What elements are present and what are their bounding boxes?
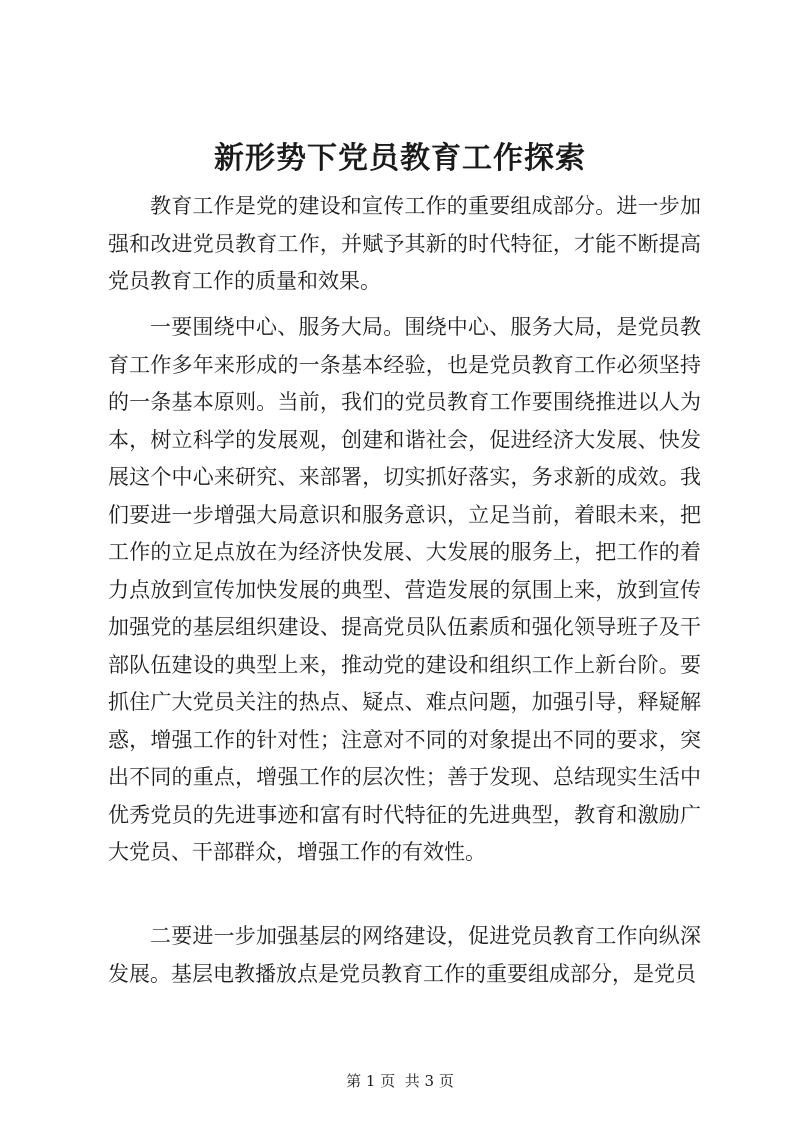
paragraph-text: 教育工作是党的建设和宣传工作的重要组成部分。进一步加强和改进党员教育工作，并赋予其新的时代特征，才能不断提高党员教育工作的质量和效果。 (108, 194, 701, 293)
paragraph-text: 二要进一步加强基层的网络建设，促进党员教育工作向纵深发展。基层电教播放点是党员教育工作的重要组成部分，是党员 (108, 924, 701, 986)
paragraph-point-one (108, 309, 701, 872)
page-footer (0, 1071, 800, 1091)
paragraph-text: 一要围绕中心、服务大局。围绕中心、服务大局，是党员教育工作多年来形成的一条基本经验，也是党员教育工作必须坚持的一条基本原则。当前，我们的党员教育工作要围绕推进以人为本，树立科学的发展观，创建和谐社会，促进经济大发展、快发展这个中心来研究、来部署，切实抓好落实，务求新的成效。我们要进一步增强大局意识和服务意识，立足当前，着眼未来，把工作的立足点放在为经济快发展、大发展的服务上，把工作的着力点放到宣传加快发展的典型、营造发展的氛围上来，放到宣传加强党的基层组织建设、提高党员队伍素质和强化领导班子及干部队伍建设的典型上来，推动党的建设和组织工作上新台阶。要抓住广大党员关注的热点、疑点、难点问题，加强引导，释疑解惑，增强工作的针对性；注意对不同的对象提出不同的要求，突出不同的重点，增强工作的层次性；善于发现、总结现实生活中优秀党员的先进事迹和富有时代特征的先进典型，教育和激励广大党员、干部群众，增强工作的有效性。 (108, 315, 701, 864)
page-number-label: 第 1 页 共 3 页 (346, 1072, 454, 1090)
paragraph-point-two (108, 918, 701, 993)
paragraph-intro (108, 188, 701, 301)
document-title: 新形势下党员教育工作探索 (214, 141, 586, 176)
